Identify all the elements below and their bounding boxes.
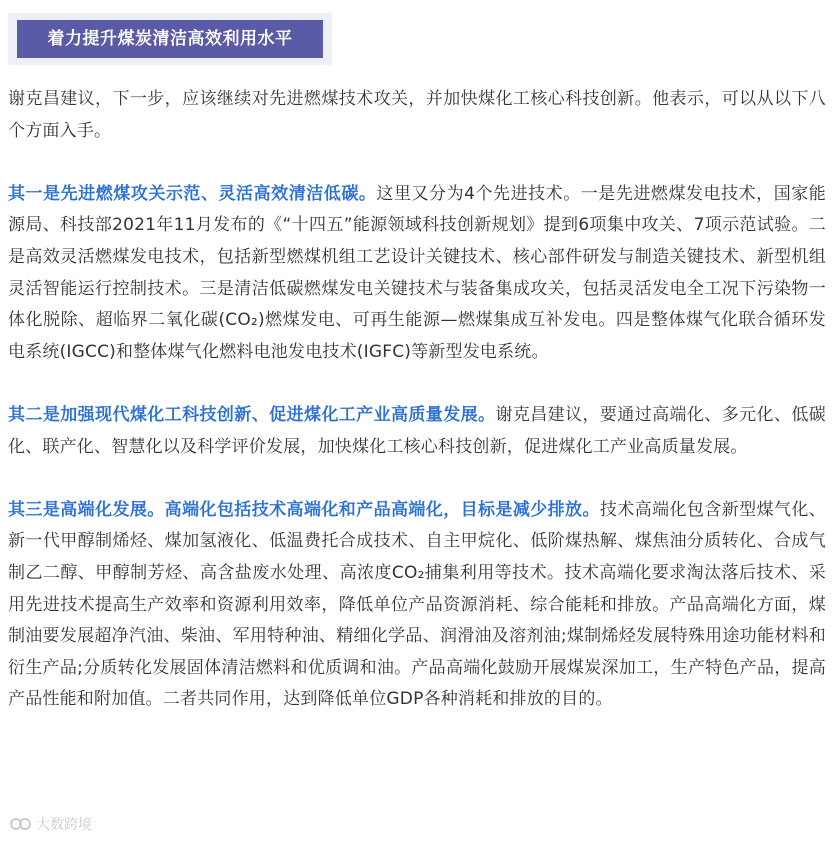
intro-paragraph: 谢克昌建议，下一步，应该继续对先进燃煤技术攻关，并加快煤化工核心科技创新。他表示，可以从以下八个方面入手。 <box>8 89 826 141</box>
article-body <box>8 84 826 747</box>
paragraph-2 <box>8 400 826 463</box>
paragraph-1 <box>8 179 826 369</box>
paragraph-2-body: 谢克昌建议，要通过高端化、多元化、低碳化、联产化、智慧化以及科学评价发展，加快煤化工核心科技创新，促进煤化工产业高质量发展。 <box>8 404 826 457</box>
paragraph-1-highlight: 其一是先进燃煤攻关示范、灵活高效清洁低碳。 <box>8 183 377 204</box>
paragraph-3-body: 技术高端化包含新型煤气化、新一代甲醇制烯烃、煤加氢液化、低温费托合成技术、自主甲烷化、低阶煤热解、煤焦油分质转化、合成气制乙二醇、甲醇制芳烃、高含盐废水处理、高浓度CO₂捕集利用等技术。技术高端化要求淘汰落后技术、采用先进技术提高生产效率和资源利用效率，降低单位产品资源消耗、综合能耗和排放。产品高端化方面，煤制油要发展超净汽油、柴油、军用特种油、精细化学品、润滑油及溶剂油;煤制烯烃发展特殊用途功能材料和衍生产品;分质转化发展固体清洁燃料和优质调和油。产品高端化鼓励开展煤炭深加工，生产特色产品，提高产品性能和附加值。二者共同作用，达到降低单位GDP各种消耗和排放的目的。 <box>8 499 826 710</box>
paragraph-2-highlight: 其二是加强现代煤化工科技创新、促进煤化工产业高质量发展。 <box>8 404 496 425</box>
paragraph-3 <box>8 495 826 716</box>
paragraph-1-body: 这里又分为4个先进技术。一是先进燃煤发电技术，国家能源局、科技部2021年11月发布的《“十四五”能源领域科技创新规划》提到6项集中攻关、7项示范试验。二是高效灵活燃煤发电技术，包括新型燃煤机组工艺设计关键技术、核心部件研发与制造关键技术、新型机组灵活智能运行控制技术。三是清洁低碳燃煤发电关键技术与装备集成攻关，包括灵活发电全工况下污染物一体化脱除、超临界二氧化碳(CO₂)燃煤发电、可再生能源—燃煤集成互补发电。四是整体煤气化联合循环发电系统(IGCC)和整体煤气化燃料电池发电技术(IGFC)等新型发电系统。 <box>8 183 826 362</box>
section-header <box>8 13 332 65</box>
watermark-text: 大数跨境 <box>36 817 92 833</box>
watermark <box>10 812 92 836</box>
brand-logo-icon <box>10 815 32 833</box>
section-title: 着力提升煤炭清洁高效利用水平 <box>17 20 323 58</box>
paragraph-3-highlight: 其三是高端化发展。高端化包括技术高端化和产品高端化，目标是减少排放。 <box>8 499 600 520</box>
